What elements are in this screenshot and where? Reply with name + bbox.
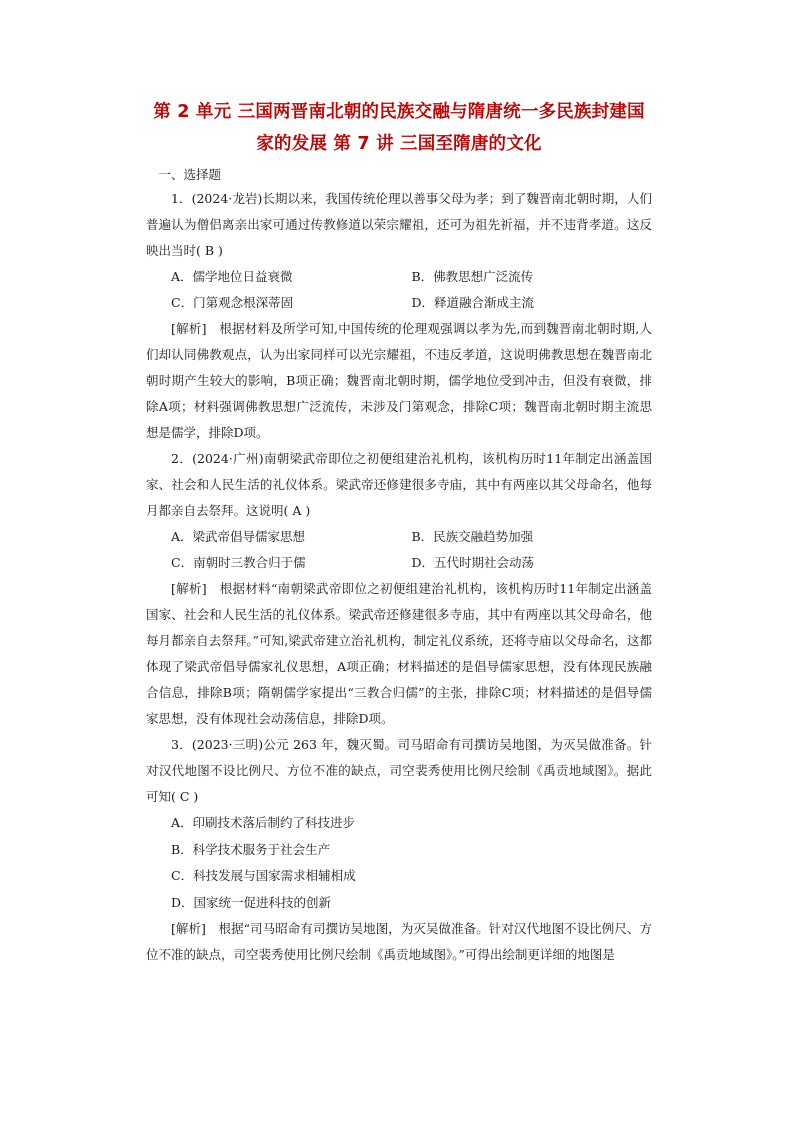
option-c: C．门第观念根深蒂固: [171, 295, 294, 310]
option-b: B．佛教思想广泛流传: [411, 269, 534, 284]
analysis-text: [解析] 根据材料“南朝梁武帝即位之初便组建治礼机构，该机构历时11年制定出涵盖国家、社会和人民生活的礼仪体系。梁武帝还修建很多寺庙，其中有两座以其父母命名，他每月都亲自去祭拜。”可知,梁武帝建立治礼机构，制定礼仪系统，还将寺庙以父母命名，这都体现了梁武帝倡导儒家礼仪思想，A项正确；材料描述的是倡导儒家思想，没有体现民族融合信息，排除B项；隋朝儒学家提出“三教合归儒”的主张，排除C项；材料描述的是倡导儒家思想，没有体现社会动荡信息，排除D项。: [146, 581, 652, 726]
analysis-text: [解析] 根据“司马昭命有司撰访吴地图，为灭吴做准备。针对汉代地图不设比例尺、方位不准的缺点，司空裴秀使用比例尺绘制《禹贡地域图》。”可得出绘制更详细的地图是: [146, 921, 652, 962]
question-1: [146, 186, 652, 446]
option-a: A．梁武帝倡导儒家思想: [171, 529, 306, 544]
document-content: [146, 96, 652, 968]
option-d: D．五代时期社会动荡: [411, 555, 535, 570]
option-d: D．国家统一促进科技的创新: [171, 894, 332, 910]
option-b: B．科学技术服务于社会生产: [171, 841, 331, 857]
section-heading: 一、选择题: [158, 167, 222, 182]
question-2: [146, 446, 652, 732]
option-c: C．科技发展与国家需求相辅相成: [171, 868, 356, 883]
title-line-2: 家的发展 第 7 讲 三国至隋唐的文化: [256, 134, 542, 154]
option-c: C．南朝时三教合归于儒: [171, 555, 306, 570]
question-stem: 2．(2024·广州)南朝梁武帝即位之初便组建治礼机构，该机构历时11年制定出涵盖国家、社会和人民生活的礼仪体系。梁武帝还修建很多寺庙，其中有两座以其父母命名，他每月都亲自去祭拜。这说明( A ): [146, 451, 652, 518]
option-a: A．印刷技术落后制约了科技进步: [171, 815, 356, 830]
question-stem: 3．(2023·三明)公元 263 年，魏灭蜀。司马昭命有司撰访吴地图，为灭吴做准备。针对汉代地图不设比例尺、方位不准的缺点，司空裴秀使用比例尺绘制《禹贡地域图》。据此可知( C ): [146, 737, 652, 804]
question-3: [146, 732, 652, 968]
question-stem: 1．(2024·龙岩)长期以来，我国传统伦理以善事父母为孝；到了魏晋南北朝时期，人们普遍认为僧侣离亲出家可通过传教修道以荣宗耀祖，还可为祖先祈福，并不违背孝道。这反映出当时( B ): [146, 191, 652, 258]
options-list: [146, 264, 652, 316]
options-list: [146, 810, 652, 916]
options-list: [146, 524, 652, 576]
analysis-text: [解析] 根据材料及所学可知,中国传统的伦理观强调以孝为先,而到魏晋南北朝时期,人们却认同佛教观点，认为出家同样可以光宗耀祖，不违反孝道，这说明佛教思想在魏晋南北朝时期产生较大的影响，B项正确；魏晋南北朝时期，儒学地位受到冲击，但没有衰微，排除A项；材料强调佛教思想广泛流传，未涉及门第观念，排除C项；魏晋南北朝时期主流思想是儒学，排除D项。: [146, 321, 652, 440]
option-a: A．儒学地位日益衰微: [171, 269, 293, 284]
option-b: B．民族交融趋势加强: [411, 529, 534, 544]
option-d: D．释道融合渐成主流: [411, 295, 535, 310]
title-line-1: 第 2 单元 三国两晋南北朝的民族交融与隋唐统一多民族封建国: [153, 102, 645, 122]
document-title: [146, 96, 652, 160]
